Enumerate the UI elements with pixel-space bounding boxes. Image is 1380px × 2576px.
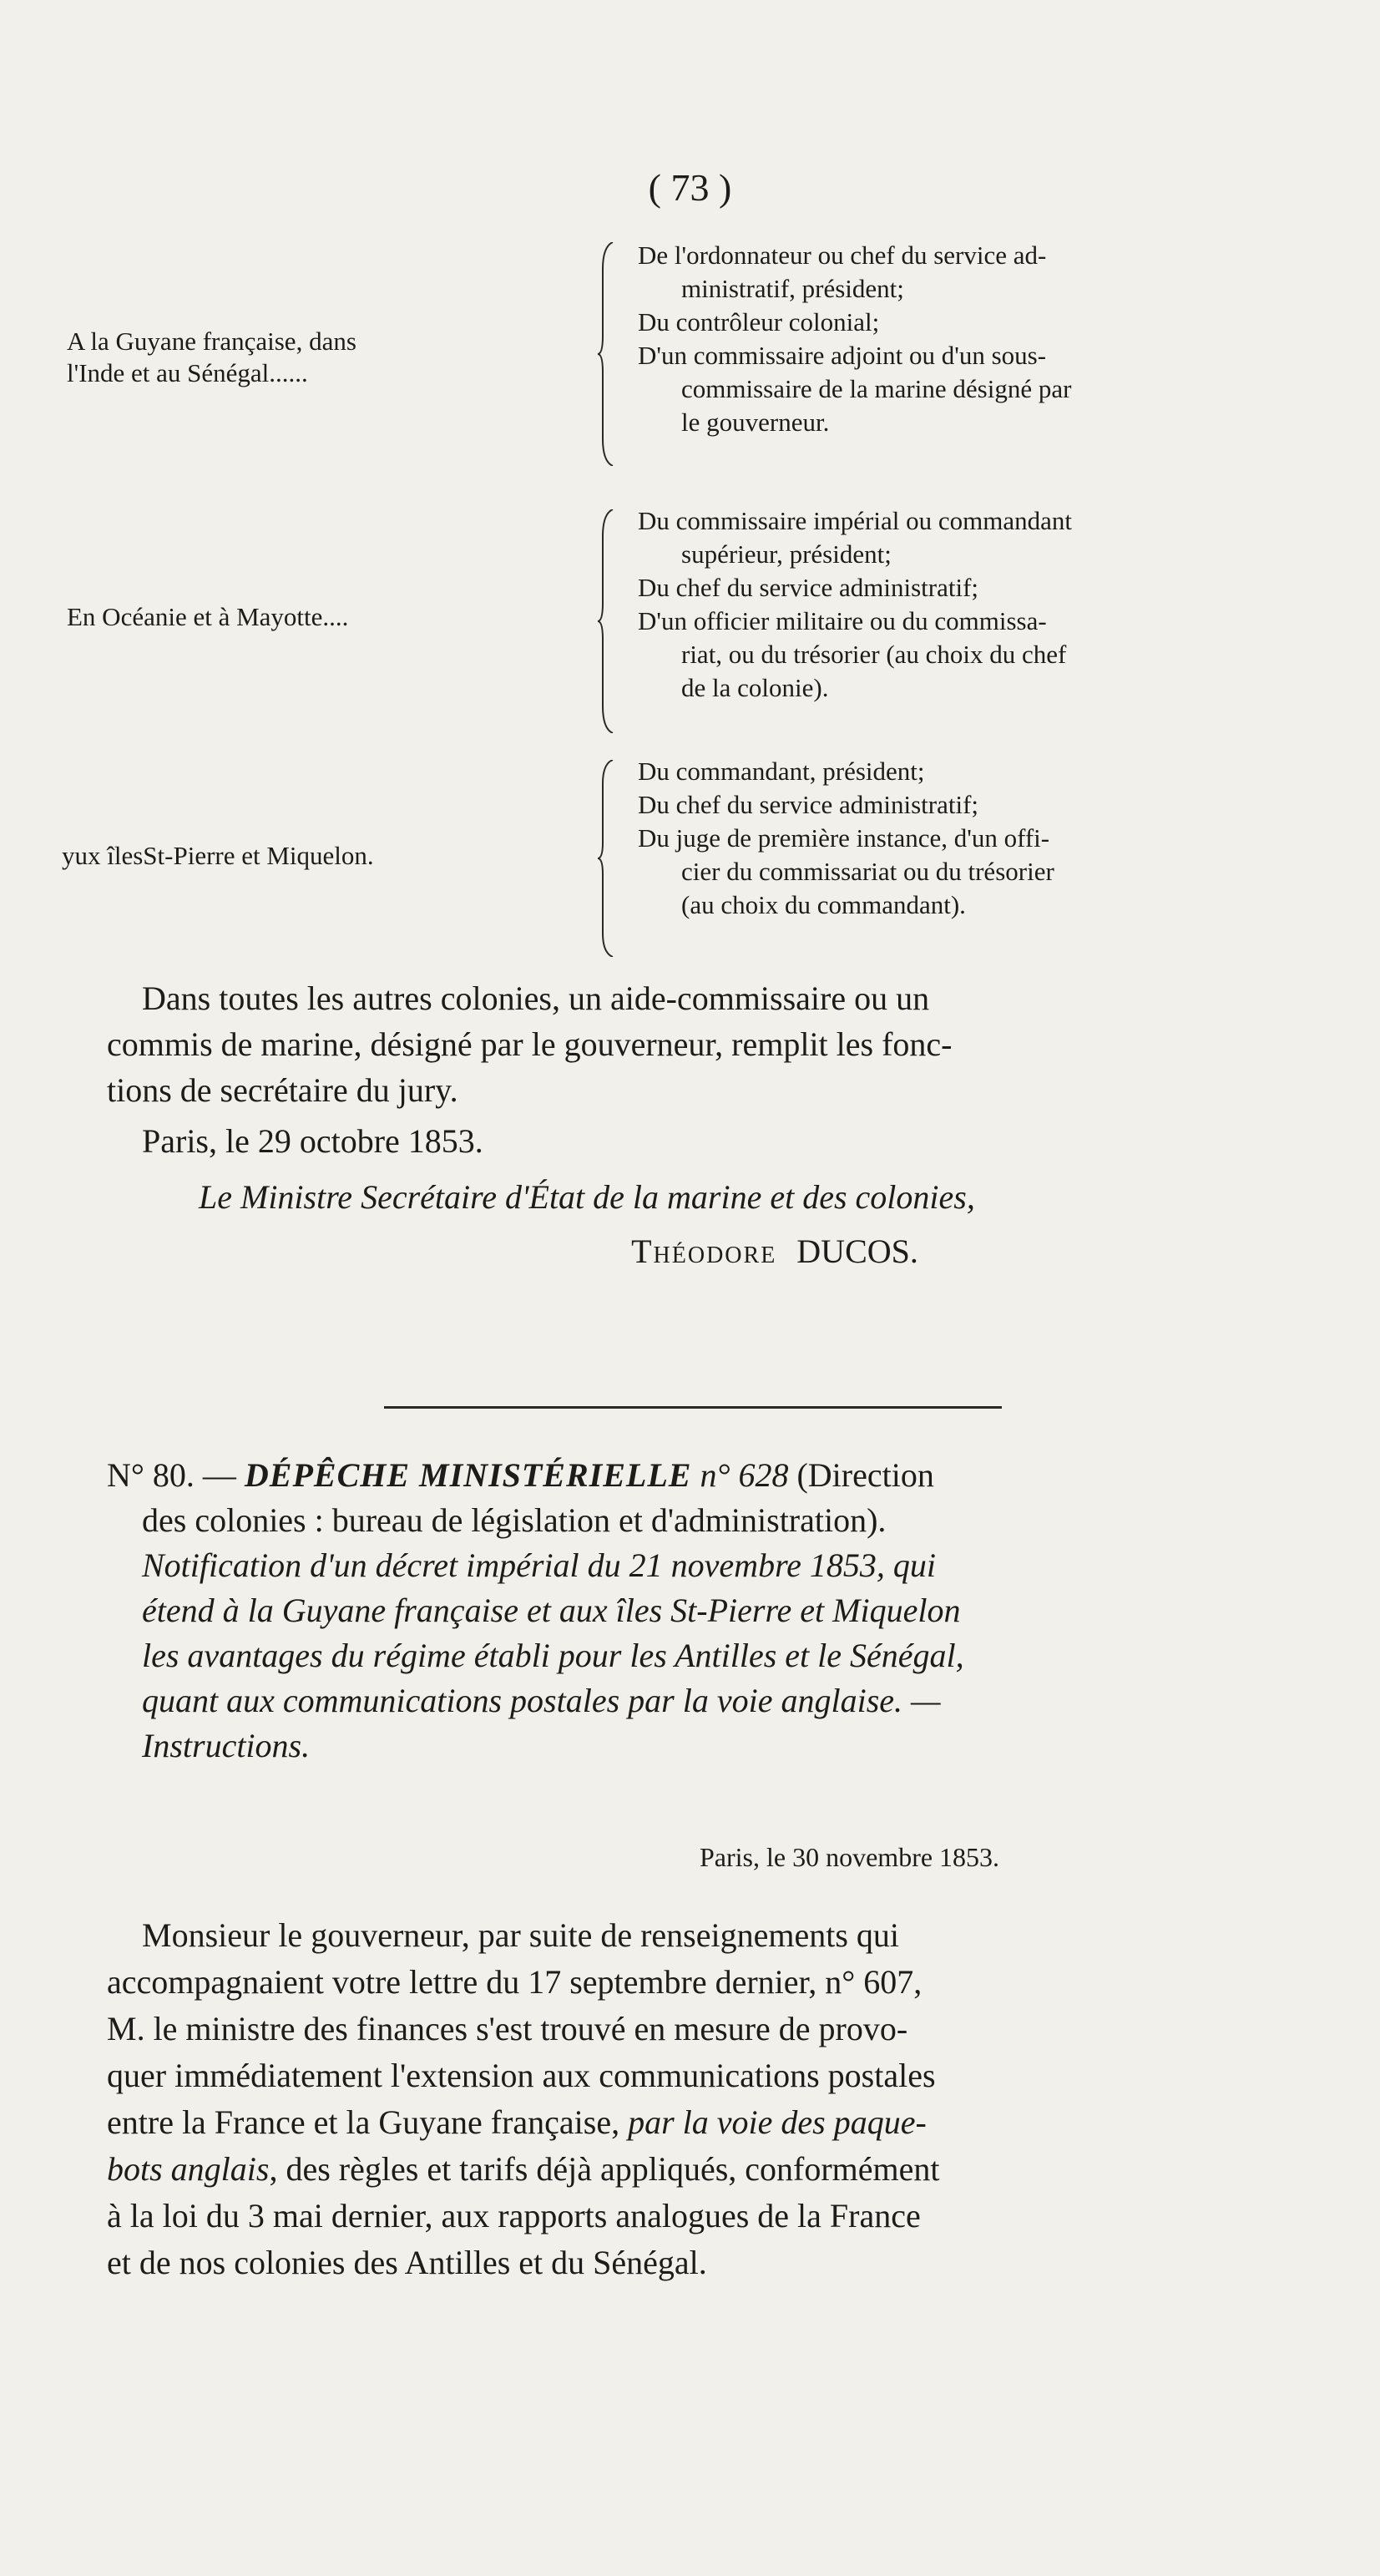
entry-line: Du chef du service administratif;: [638, 790, 979, 819]
dispatch-header: [107, 1453, 1317, 1769]
signatory-title: Le Ministre Secrétaire d'État de la marine et des colonies,: [199, 1178, 975, 1216]
dispatch-direction: (Direction: [796, 1456, 934, 1494]
text-line: des colonies : bureau de législation et d'administration).: [142, 1501, 887, 1539]
entry-line: le gouverneur.: [681, 407, 830, 437]
text-line: Instructions.: [142, 1727, 311, 1764]
entry-line: riat, ou du trésorier (au choix du chef: [681, 640, 1067, 669]
text-span-italic: bots anglais: [107, 2150, 270, 2188]
entry-line: (au choix du commandant).: [681, 890, 966, 919]
text-line: les avantages du régime établi pour les Antilles et le Sénégal,: [142, 1637, 964, 1674]
signature: [107, 1228, 1317, 1274]
row-label: [62, 840, 374, 872]
text-line: Monsieur le gouverneur, par suite de renseignements qui: [142, 1916, 900, 1954]
letter-body: [107, 1912, 1317, 2286]
signatory-firstname: Théodore: [631, 1232, 777, 1270]
dispatch-ref: n° 628: [700, 1456, 789, 1494]
entry-line: D'un commissaire adjoint ou d'un sous-: [638, 341, 1047, 370]
text-line: [107, 2099, 1317, 2146]
entry-line: Du commandant, président;: [638, 757, 925, 786]
entry-line: supérieur, président;: [681, 539, 892, 569]
dispatch-number: N° 80. —: [107, 1456, 236, 1494]
entry-line: Du chef du service administratif;: [638, 573, 979, 602]
text-span: entre la France et la Guyane française,: [107, 2103, 620, 2141]
row-label-line: yux îlesSt-Pierre et Miquelon.: [62, 841, 374, 870]
text-line: M. le ministre des finances s'est trouvé en mesure de provo-: [107, 2010, 908, 2047]
divider-rule: [384, 1406, 1002, 1409]
entry-line: commissaire de la marine désigné par: [681, 374, 1072, 403]
row-entries: [638, 239, 1356, 439]
text-line: Dans toutes les autres colonies, un aide-commissaire ou un: [142, 979, 930, 1017]
entry-line: cier du commissariat ou du trésorier: [681, 857, 1054, 886]
row-label-line: A la Guyane française, dans: [67, 326, 356, 356]
text-span-italic: par la voie des paque-: [628, 2103, 927, 2141]
closing-paragraph: [107, 975, 1317, 1274]
text-line: accompagnaient votre lettre du 17 septembre dernier, n° 607,: [107, 1963, 923, 2001]
text-line: étend à la Guyane française et aux îles St-Pierre et Miquelon: [142, 1592, 961, 1629]
text-line: tions de secrétaire du jury.: [107, 1071, 458, 1109]
brace: [598, 242, 614, 466]
row-entries: [638, 504, 1356, 705]
place-date: Paris, le 30 novembre 1853.: [700, 1842, 1000, 1872]
entry-line: de la colonie).: [681, 673, 829, 702]
dispatch-title: DÉPÊCHE MINISTÉRIELLE: [244, 1456, 692, 1494]
entry-line: D'un officier militaire ou du commissa-: [638, 606, 1047, 635]
row-label-line: l'Inde et au Sénégal......: [67, 358, 308, 387]
dateline: Paris, le 29 octobre 1853.: [142, 1122, 483, 1160]
dispatch-title-line: [107, 1453, 1317, 1498]
text-line: commis de marine, désigné par le gouverneur, remplit les fonc-: [107, 1025, 953, 1063]
brace: [598, 760, 614, 957]
brace: [598, 509, 614, 733]
page-number: ( 73 ): [648, 166, 732, 209]
text-line: quant aux communications postales par la voie anglaise. —: [142, 1682, 941, 1719]
text-line: [107, 2146, 1317, 2193]
text-line: et de nos colonies des Antilles et du Sénégal.: [107, 2244, 707, 2281]
entry-line: Du juge de première instance, d'un offi-: [638, 823, 1050, 853]
row-label: [67, 326, 356, 389]
text-line: à la loi du 3 mai dernier, aux rapports analogues de la France: [107, 2197, 921, 2234]
text-span: , des règles et tarifs déjà appliqués, conformément: [269, 2150, 940, 2188]
entry-line: ministratif, président;: [681, 274, 904, 303]
text-line: quer immédiatement l'extension aux communications postales: [107, 2057, 936, 2094]
text-line: Notification d'un décret impérial du 21 novembre 1853, qui: [142, 1546, 937, 1584]
row-label-line: En Océanie et à Mayotte....: [67, 602, 349, 631]
row-entries: [638, 755, 1356, 922]
entry-line: Du commissaire impérial ou commandant: [638, 506, 1072, 535]
signatory-lastname: DUCOS.: [796, 1232, 918, 1270]
entry-line: De l'ordonnateur ou chef du service ad-: [638, 240, 1047, 270]
entry-line: Du contrôleur colonial;: [638, 307, 880, 337]
row-label: [67, 601, 348, 633]
